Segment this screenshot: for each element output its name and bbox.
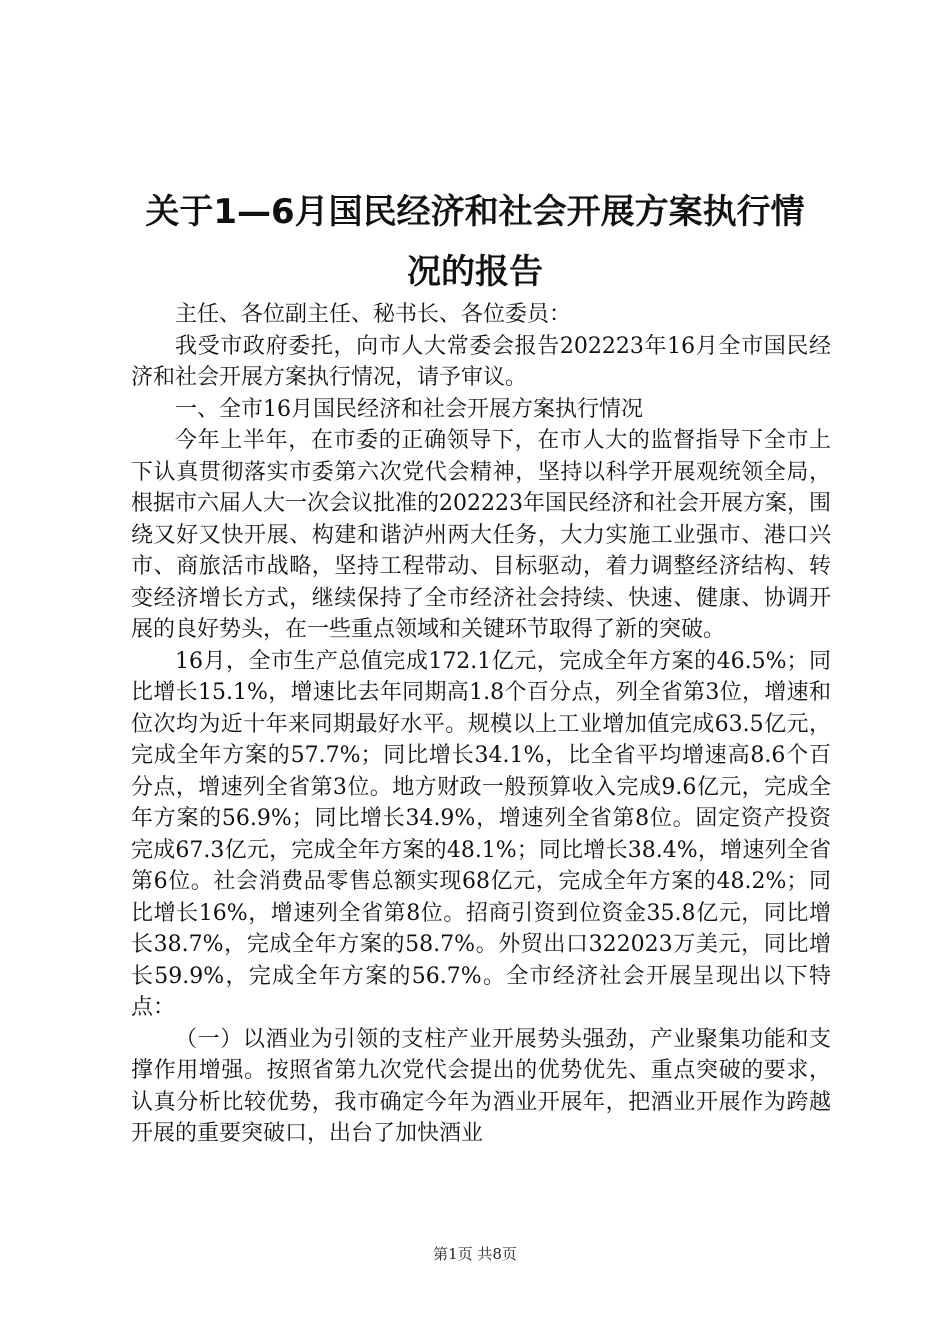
- salutation-paragraph: 主任、各位副主任、秘书长、各位委员：: [175, 302, 572, 327]
- overview-paragraph: 今年上半年，在市委的正确领导下，在市人大的监督指导下全市上下认真贯彻落实市委第六次党代会精神，坚持以科学开展观统领全局，根据市六届人大一次会议批准的202223年国民经济和社会开展方案，围绕又好又快开展、构建和谐泸州两大任务，大力实施工业强市、港口兴市、商旅活市战略，坚持工程带动、目标驱动，着力调整经济结构、转变经济增长方式，继续保持了全市经济社会持续、快速、健康、协调开展的良好势头，在一些重点领域和关键环节取得了新的突破。: [131, 428, 831, 642]
- document-title: [120, 182, 830, 302]
- document-body: [131, 299, 831, 1150]
- title-line-2: 况的报告: [407, 252, 543, 292]
- title-line-1: 关于1—6月国民经济和社会开展方案执行情: [145, 192, 805, 232]
- section-heading: 一、全市16月国民经济和社会开展方案执行情况: [175, 396, 643, 422]
- statistics-paragraph: 16月，全市生产总值完成172.1亿元，完成全年方案的46.5%；同比增长15.1%，增速比去年同期高1.8个百分点，列全省第3位，增速和位次均为近十年来同期最好水平。规模以上工业增加值完成63.5亿元，完成全年方案的57.7%；同比增长34.1%，比全省平均增速高8.6个百分点，增速列全省第3位。地方财政一般预算收入完成9.6亿元，完成全年方案的56.9%；同比增长34.9%，增速列全省第8位。固定资产投资完成67.3亿元，完成全年方案的48.1%；同比增长38.4%，增速列全省第6位。社会消费品零售总额实现68亿元，完成全年方案的48.2%；同比增长16%，增速列全省第8位。招商引资到位资金35.8亿元，同比增长38.7%，完成全年方案的58.7%。外贸出口322023万美元，同比增长59.9%，完成全年方案的56.7%。全市经济社会开展呈现出以下特点：: [131, 648, 831, 1020]
- subsection-paragraph: （一）以酒业为引领的支柱产业开展势头强劲，产业聚集功能和支撑作用增强。按照省第九次党代会提出的优势优先、重点突破的要求，认真分析比较优势，我市确定今年为酒业开展年，把酒业开展作为跨越开展的重要突破口，出台了加快酒业: [131, 1026, 831, 1146]
- intro-paragraph: 我受市政府委托，向市人大常委会报告202223年16月全市国民经济和社会开展方案执行情况，请予审议。: [131, 333, 831, 390]
- page-number-footer: 第1页 共8页: [433, 1245, 517, 1263]
